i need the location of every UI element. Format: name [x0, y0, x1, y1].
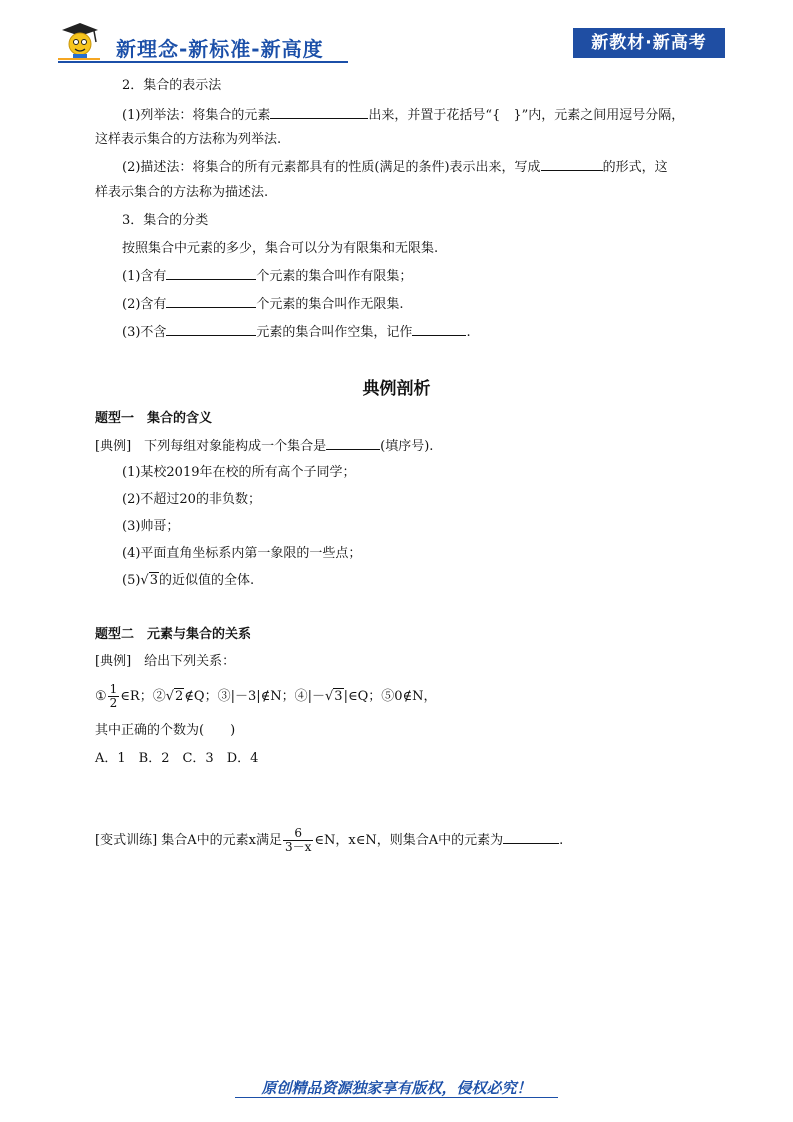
desc-text-c: 样表示集合的方法称为描述法. [95, 185, 269, 200]
item1-text-a: (1)含有 [122, 269, 167, 284]
type2-options: A．1 B．2 C．3 D．4 [95, 751, 259, 766]
relation-4-5-text: |∈Q；⑤0∉N， [343, 689, 437, 704]
sqrt-symbol: √ [325, 689, 334, 704]
type1-item-5 [122, 572, 254, 590]
section3-title: 3．集合的分类 [122, 213, 209, 228]
sqrt-symbol: √ [165, 689, 175, 704]
fraction-denominator: 3－x [285, 840, 312, 854]
relation-1-text: ∈R；② [120, 689, 166, 704]
variant-text-a: [变式训练] 集合A中的元素x满足 [95, 833, 282, 848]
item3-text-b: 元素的集合叫作空集，记作 [256, 325, 413, 340]
fraction-one-half [108, 683, 120, 710]
variant-text-b: ∈N，x∈N，则集合A中的元素为 [314, 833, 504, 848]
fill-blank [412, 323, 466, 336]
relation-1-prefix: ① [95, 689, 107, 704]
mascot-logo-icon [58, 20, 100, 62]
section3-intro: 按照集合中元素的多少，集合可以分为有限集和无限集. [122, 241, 439, 256]
variant-training [95, 826, 563, 856]
header-slogan: 新理念-新标准-新高度 [116, 37, 324, 61]
fraction-six-over [283, 827, 313, 854]
type2-example: [典例] 给出下列关系： [95, 654, 236, 669]
fill-blank [166, 323, 256, 336]
enumeration-paragraph [122, 106, 684, 125]
fraction-numerator: 6 [283, 827, 313, 841]
enum-text-b: 出来，并置于花括号“{ }”内，元素之间用逗号分隔， [368, 108, 685, 123]
sqrt-radicand: 3 [149, 573, 158, 588]
item5-prefix: (5) [122, 573, 141, 588]
header-badge: 新教材·新高考 [573, 28, 725, 58]
type1-example-text-a: [典例] 下列每组对象能构成一个集合是 [95, 439, 327, 454]
fill-blank [166, 267, 256, 280]
page-header [0, 0, 793, 70]
desc-text-a: (2)描述法：将集合的所有元素都具有的性质(满足的条件)表示出来，写成 [122, 160, 541, 175]
type1-example-text-b: (填序号). [380, 439, 434, 454]
relation-2-4-text: ∉Q；③|－3|∉N；④|－ [184, 689, 325, 704]
type1-item: (4)平面直角坐标系内第一象限的一些点； [122, 546, 362, 561]
sqrt-radicand: 3 [334, 689, 343, 704]
type2-relations [95, 682, 437, 712]
fill-blank [270, 106, 368, 119]
type2-question: 其中正确的个数为( ) [95, 723, 236, 738]
fill-blank [326, 437, 380, 450]
type1-item: (3)帅哥； [122, 519, 180, 534]
header-underline [58, 61, 348, 63]
section2-title: 2．集合的表示法 [122, 78, 222, 93]
classification-item-3 [122, 323, 471, 342]
type1-example [95, 437, 433, 456]
type1-item: (1)某校2019年在校的所有高个子同学； [122, 465, 356, 480]
header-accent-line [58, 58, 100, 60]
footer-underline [235, 1097, 558, 1098]
fill-blank [166, 295, 256, 308]
classification-item-2 [122, 295, 404, 314]
footer-copyright: 原创精品资源独家享有版权，侵权必究！ [261, 1079, 532, 1097]
item3-text-a: (3)不含 [122, 325, 167, 340]
fraction-numerator: 1 [109, 682, 118, 696]
sqrt-radicand: 2 [175, 689, 184, 704]
type1-heading: 题型一 集合的含义 [95, 411, 213, 426]
sqrt-symbol: √ [140, 573, 149, 588]
fill-blank [503, 831, 559, 844]
description-paragraph [122, 158, 668, 177]
fraction-denominator: 2 [109, 696, 118, 710]
variant-text-c: . [559, 833, 564, 848]
classification-item-1 [122, 267, 412, 286]
item5-suffix: 的近似值的全体. [159, 573, 255, 588]
item2-text-a: (2)含有 [122, 297, 167, 312]
fill-blank [541, 158, 603, 171]
item2-text-b: 个元素的集合叫作无限集. [256, 297, 404, 312]
enum-text-c: 这样表示集合的方法称为列举法. [95, 132, 282, 147]
desc-text-b: 的形式，这 [602, 160, 668, 175]
analysis-title: 典例剖析 [362, 379, 431, 399]
type2-heading: 题型二 元素与集合的关系 [95, 627, 252, 642]
item3-text-c: . [466, 325, 471, 340]
type1-item: (2)不超过20的非负数； [122, 492, 261, 507]
item1-text-b: 个元素的集合叫作有限集； [256, 269, 413, 284]
enum-text-a: (1)列举法：将集合的元素 [122, 108, 271, 123]
